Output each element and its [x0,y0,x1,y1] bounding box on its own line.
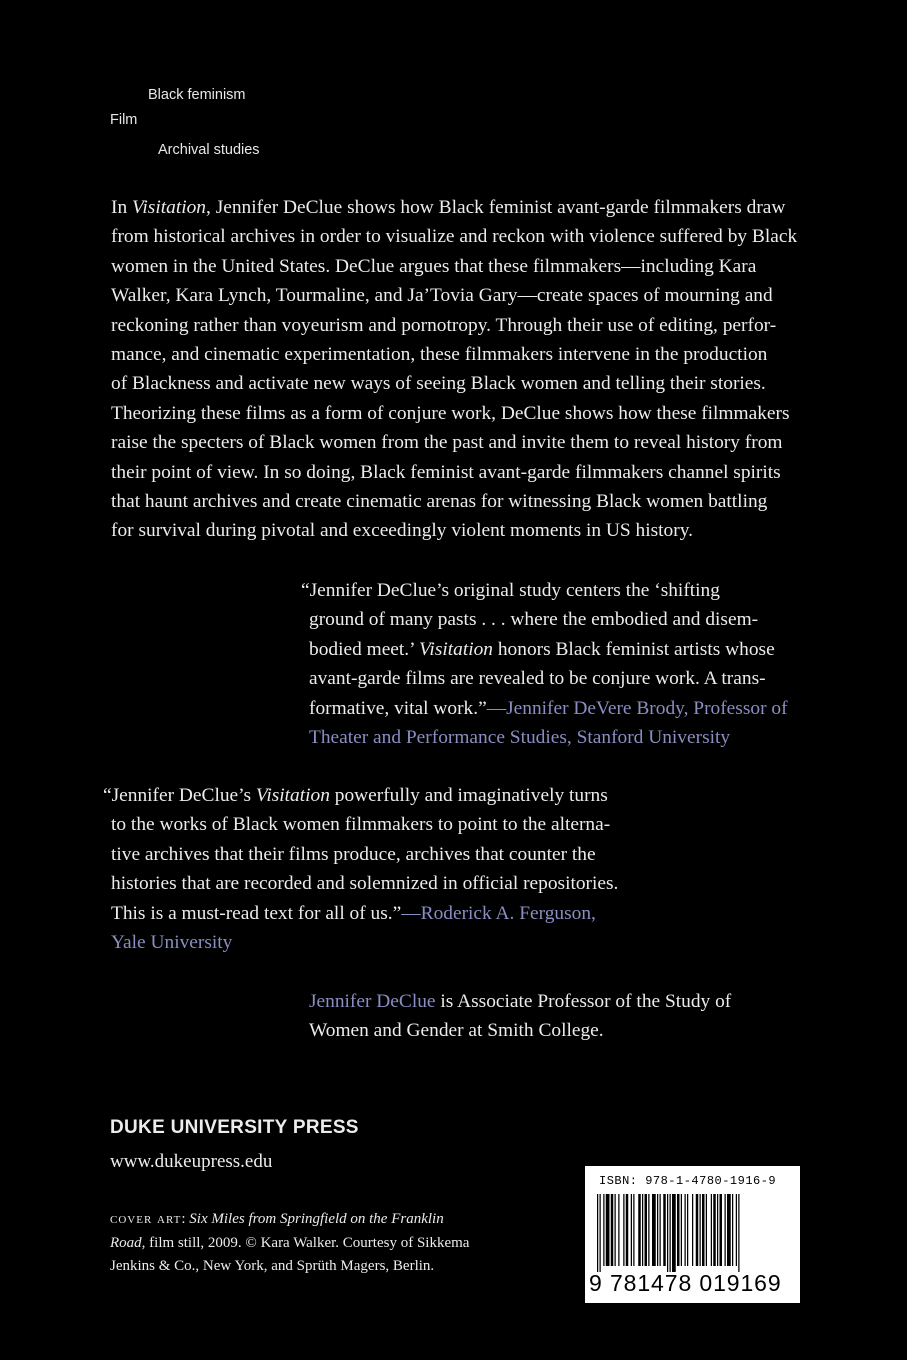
barcode-bars [597,1194,788,1272]
italic-title: Visitation [255,785,330,806]
text-line [111,399,797,428]
text-run: : [181,1211,190,1227]
text-line [111,281,797,310]
barcode-bar [711,1194,712,1266]
italic-title: Six Miles from Springfield on the Franklin [189,1211,444,1227]
barcode-digits: 9 781478 019169 [589,1270,782,1296]
barcode-bar [623,1194,624,1266]
author-bio [309,987,731,1046]
text-line [111,252,797,281]
barcode-bar [677,1194,680,1266]
attribution: —Jennifer DeVere Brody, Professor of [486,697,788,719]
text-run: raise the specters of Black women from the past and invite them to reveal history from [111,432,783,454]
cover-credit-lines [110,1208,469,1279]
attribution: Jennifer DeClue [309,991,436,1012]
text-run: to the works of Black women filmmakers to point to the alterna- [111,814,611,836]
text-run: honors Black feminist artists whose [493,638,775,660]
barcode-bar [685,1194,686,1266]
barcode-bar [667,1194,668,1272]
text-run: Jenkins & Co., New York, and Sprüth Magers, Berlin. [110,1258,435,1274]
text-run: Theorizing these films as a form of conjure work, DeClue shows how these filmmakers [111,402,790,424]
italic-title: Visitation [419,638,494,660]
text-line [103,810,618,839]
text-line [111,222,797,251]
barcode-bar [725,1194,726,1266]
text-line [111,369,797,398]
italic-title: Road [110,1234,142,1251]
barcode-bar [645,1194,648,1266]
book-description [111,193,797,546]
isbn-label: ISBN: 978-1-4780-1916-9 [599,1174,777,1188]
text-line [301,635,788,664]
text-line [111,428,797,457]
publisher-url[interactable]: www.dukeupress.edu [110,1151,273,1172]
subject-tag-archival-studies: Archival studies [158,142,260,158]
barcode-bar [696,1194,699,1266]
text-line [301,694,788,723]
text-line [103,899,618,928]
text-run: for survival during pivotal and exceedingly violent moments in US history. [111,520,693,542]
text-run: is Associate Professor of the Study of [435,991,732,1012]
barcode-bar [597,1194,598,1272]
barcode-bar [727,1194,731,1266]
italic-title: Visitation [132,197,206,218]
text-run: “Jennifer DeClue’s [103,785,256,806]
description-lines [111,193,797,546]
subject-tag-black-feminism: Black feminism [148,87,246,103]
text-run: “Jennifer DeClue’s original study centers the ‘shifting [301,580,720,601]
small-caps-label: cover art [110,1211,182,1227]
text-line [111,340,797,369]
text-line [309,987,731,1016]
barcode-bar [670,1194,671,1272]
text-line [110,1208,469,1232]
text-run: histories that are recorded and solemnized in official repositories. [111,873,619,895]
text-line [103,928,618,957]
blurb-brody [301,576,788,752]
barcode-bar [732,1194,733,1266]
barcode-bar [663,1194,666,1266]
attribution: Yale University [111,932,233,954]
barcode-bar [687,1194,688,1266]
text-run: , film still, 2009. © Kara Walker. Courtesy of Sikkema [141,1234,470,1251]
barcode-bar [638,1194,641,1266]
text-line [111,516,797,545]
text-run: bodied meet.’ [309,638,420,660]
barcode-bar [626,1194,629,1266]
text-line [111,193,797,222]
text-line [110,1255,469,1279]
publisher-name: DUKE UNIVERSITY PRESS [110,1117,359,1138]
barcode-bar [717,1194,718,1266]
text-line [110,1232,469,1256]
text-line [301,605,788,634]
barcode-bar [657,1194,658,1266]
text-line [301,664,788,693]
barcode-bar [603,1194,604,1266]
text-line [103,869,618,898]
blurb-ferguson [103,781,618,957]
text-line [103,840,618,869]
barcode-bar [652,1194,656,1266]
barcode-bar [648,1194,649,1266]
barcode-bar [681,1194,682,1266]
barcode-bar [672,1194,676,1272]
text-line [111,487,797,516]
text-run: ground of many pasts . . . where the embodied and disem- [309,609,759,631]
text-run: Women and Gender at Smith College. [309,1020,604,1042]
barcode-bar [642,1194,643,1266]
barcode-bar [706,1194,707,1266]
text-line [301,576,788,605]
text-line [301,723,788,752]
text-run: tive archives that their films produce, archives that counter the [111,843,596,865]
blurb-brody-lines [301,576,788,752]
barcode-bar [633,1194,634,1266]
barcode-bar [631,1194,632,1266]
text-run: avant-garde films are revealed to be conjure work. A trans- [309,668,766,690]
text-line [103,781,618,810]
barcode-bar [692,1194,693,1266]
barcode-bar [736,1194,737,1266]
text-run: of Blackness and activate new ways of seeing Black women and telling their stories. [111,373,766,395]
text-run: Walker, Kara Lynch, Tourmaline, and Ja’Tovia Gary—create spaces of mourning and [111,285,773,307]
barcode-bar [615,1194,616,1266]
barcode-bar [713,1194,716,1266]
barcode-bar [611,1194,614,1266]
barcode-bar [738,1194,739,1272]
subject-tag-film: Film [110,112,138,128]
text-run: powerfully and imaginatively turns [329,785,608,806]
barcode-bar [660,1194,661,1266]
attribution: —Roderick A. Ferguson, [401,902,596,924]
text-run: , Jennifer DeClue shows how Black feminist avant-garde filmmakers draw [206,197,786,218]
barcode-bar [618,1194,619,1266]
author-bio-lines [309,987,731,1046]
barcode-bar [702,1194,705,1266]
text-line [111,311,797,340]
blurb-ferguson-lines [103,781,618,957]
text-run: This is a must-read text for all of us.” [111,902,402,924]
barcode-bar [720,1194,723,1266]
text-run: In [111,197,133,218]
barcode-bar [700,1194,701,1266]
text-run: that haunt archives and create cinematic arenas for witnessing Black women battling [111,491,768,513]
text-line [309,1016,731,1045]
cover-art-credit [110,1208,469,1279]
text-run: formative, vital work.” [309,697,487,719]
isbn-barcode [585,1166,800,1303]
text-run: women in the United States. DeClue argues that these filmmakers—including Kara [111,255,757,277]
barcode-bar [606,1194,610,1266]
text-run: reckoning rather than voyeurism and pornotropy. Through their use of editing, perfor- [111,314,777,336]
attribution: Theater and Performance Studies, Stanford University [309,727,731,749]
text-line [111,458,797,487]
text-run: mance, and cinematic experimentation, these filmmakers intervene in the production [111,344,768,366]
barcode-bar [600,1194,601,1272]
text-run: their point of view. In so doing, Black feminist avant-garde filmmakers channel spirits [111,461,781,483]
text-run: from historical archives in order to visualize and reckon with violence suffered by Black [111,226,798,248]
